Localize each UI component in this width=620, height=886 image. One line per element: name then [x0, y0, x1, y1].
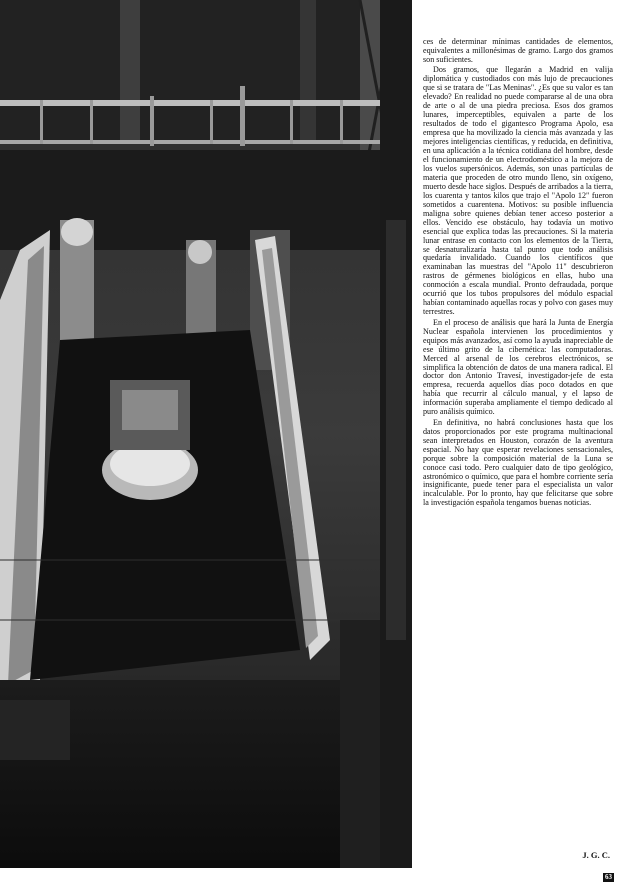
author-signature: J. G. C. [582, 850, 610, 860]
article-paragraph: Dos gramos, que llegarán a Madrid en valija diplomática y custodiados con más lujo de precauciones que si se tratara de "Las Meninas". ¿Es que su valor es tan elevado? En realidad no puede compararse al de una obra de arte o al de una piedra preciosa. Esos dos gramos lunares, imperceptibles, equivalen a parte de los resultados de todo el gigantesco Programa Apolo, esa empresa que ha movilizado la ciencia más avanzada y las mejores inteligencias científicas, y reducida, en definitiva, en una aplicación a la técnica cotidiana del hombre, desde el funcionamiento de un electrodoméstico a la mejora de los vuelos supersónicos. Además, son unas partículas de materia que proceden de otro mundo lleno, sin oxígeno, muerto desde hace siglos. Después de arribados a la tierra, los cuarenta y tantos kilos que trajo el "Apolo 12" fueron sometidos a cuarentena. Motivos: su posible influencia maligna sobre quienes debían tener acceso posterior a ellos. Vencido ese obstáculo, hay todavía un motivo esencial que explica todas las precauciones. Si la materia lunar entrase en contacto con los elementos de la Tierra, se desnaturalizaría hasta tal punto que todo análisis quedaría invalidado. Cuando los científicos que examinaban las muestras del "Apolo 11" descubrieron rastros de gérmenes biológicos en ellas, hubo una conmoción a escala mundial. Pronto defraudada, porque ocurrió que los tubos propulsores del módulo espacial habían contaminado aquellas rocas y polvo con gases muy terrestres. [423, 65, 613, 317]
article-paragraph: ces de determinar mínimas cantidades de elementos, equivalentes a millonésimas de gramo. Largo dos gramos son suficientes. [423, 37, 613, 64]
article-column [423, 38, 613, 508]
article-paragraph: En definitiva, no habrá conclusiones hasta que los datos proporcionados por este programa multinacional sean interpretados en Houston, corazón de la aventura espacial. No hay que esperar revelaciones sensacionales, porque sobre la composición material de la Luna se conoce casi todo. Pero cualquier dato de tipo geológico, astronómico o químico, que para el hombre corriente sería insignificante, puede tener para el especialista un valor incalculable. Por lo pronto, hay que felicitarse que sobre la investigación española tengamos buenas noticias. [423, 417, 613, 508]
bottom-margin [0, 868, 620, 886]
article-paragraph: En el proceso de análisis que hará la Junta de Energía Nuclear española intervienen los procedimientos y equipos más avanzados, así como la ayuda inapreciable de ese último grito de la cibernética: las computadoras. Merced al arsenal de los cerebros electrónicos, se simplifica la obtención de datos de una manera radical. El doctor don Antonio Travesí, investigador-jefe de esta empresa, recuerda aquellos días poco dotados en que había que recurrir al cálculo manual, y el lapso de información superaba ampliamente el tiempo dedicado al puro análisis químico. [423, 317, 613, 417]
page-number: 63 [605, 873, 612, 881]
